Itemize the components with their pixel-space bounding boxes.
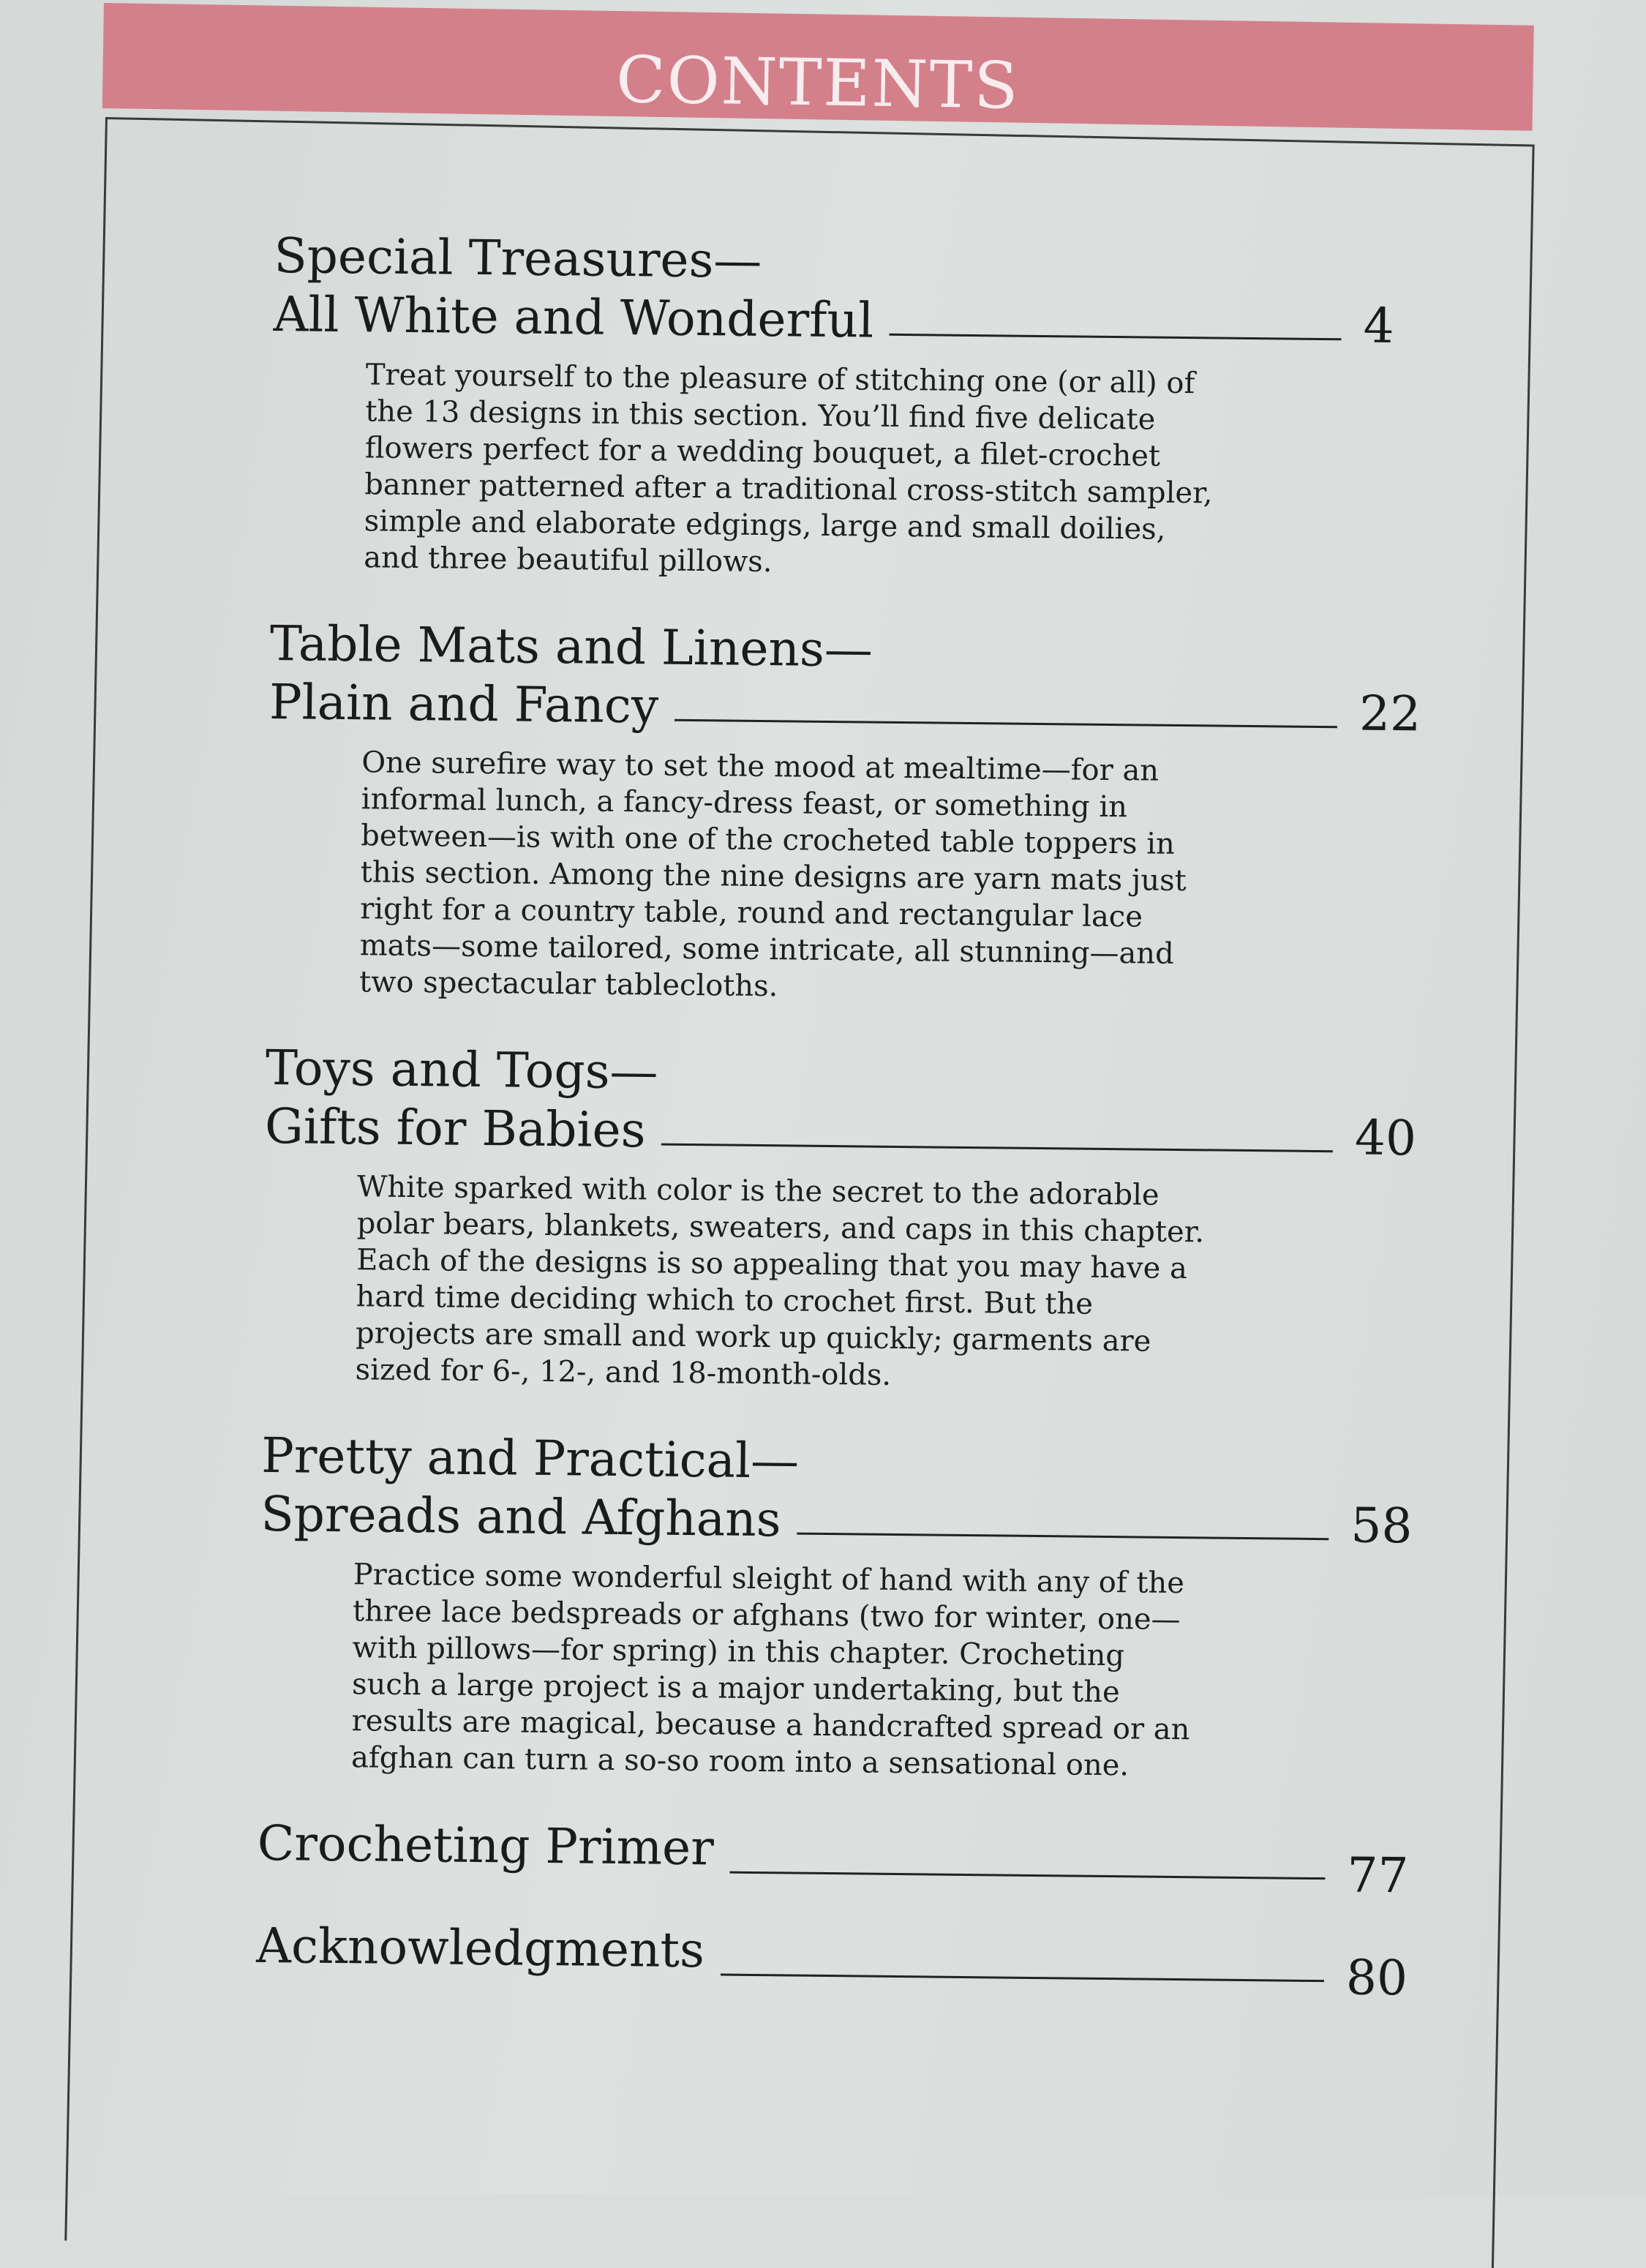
entry-title-row — [255, 1917, 1427, 2007]
entry-title-row — [273, 285, 1444, 356]
contents-entry-acknowledgments[interactable] — [255, 1917, 1427, 2007]
contents-entry-pretty-and-practical[interactable] — [258, 1427, 1432, 1787]
entry-title-line2: Spreads and Afghans — [260, 1485, 781, 1548]
contents-entry-table-mats[interactable] — [266, 615, 1440, 1012]
entry-title: Crocheting Primer — [257, 1814, 715, 1877]
entry-title-row — [265, 1097, 1436, 1168]
leader-line — [721, 1973, 1324, 1983]
entry-description: One surefire way to set the mood at mealtime—for an informal lunch, a fancy-dress feast, or something in between—is with one of the crocheted table toppers in this section. Among the nine designs are yarn mats just right for a country table, round and rectangular lace mats—some tailored, some intricate, all stunning—and two spectacular tablecloths. — [358, 746, 1187, 1004]
entry-description: Treat yourself to the pleasure of stitching one (or all) of the 13 designs in this section. You’ll find five delicate flowers perfect for a wedding bouquet, a filet-crochet banner patterned after a traditional cross-stitch sampler, simple and elaborate edgings, large and small doilies, and three beautiful pillows. — [364, 358, 1213, 579]
entry-title-line2: Plain and Fancy — [268, 673, 659, 735]
page-number: 22 — [1358, 685, 1421, 743]
page-number: 77 — [1347, 1847, 1409, 1904]
contents-entry-crocheting-primer[interactable] — [257, 1814, 1428, 1904]
contents-list — [255, 227, 1445, 2027]
leader-line — [729, 1871, 1325, 1880]
contents-banner — [102, 3, 1534, 131]
entry-description: Practice some wonderful sleight of hand with any of the three lace bedspreads or afghans (two for winter, one—with pillows—for spring) in this chapter. Crocheting such a large project is a major undertaking, but the results are magical, because a handcrafted spread or an afghan can turn a so-so room into a sensational one. — [350, 1558, 1190, 1783]
entry-title: Acknowledgments — [255, 1917, 705, 1979]
contents-entry-special-treasures[interactable] — [271, 227, 1445, 587]
leader-line — [890, 333, 1342, 340]
entry-title-row — [260, 1485, 1432, 1556]
entry-title-row — [257, 1814, 1428, 1904]
page-number: 80 — [1345, 1949, 1408, 2007]
leader-line — [661, 1143, 1333, 1153]
leader-line — [797, 1532, 1329, 1541]
entry-title-line1: Special Treasures— — [274, 227, 762, 289]
page-number: 58 — [1350, 1497, 1413, 1555]
entry-title-line1: Pretty and Practical— — [261, 1427, 800, 1490]
page-number: 40 — [1354, 1109, 1417, 1167]
entry-title-line1: Table Mats and Linens— — [269, 615, 873, 678]
entry-title-row — [269, 673, 1440, 744]
entry-description: White sparked with color is the secret to the adorable polar bears, blankets, sweaters, and caps in this chapter. Each of the designs is so appealing that you may have a hard time deciding which to crochet first. But the projects are small and work up quickly; garments are sized for 6-, 12-, and 18-month-olds. — [355, 1170, 1205, 1392]
leader-line — [674, 718, 1337, 728]
contents-entry-toys-and-togs[interactable] — [262, 1039, 1436, 1400]
entry-title-line2: Gifts for Babies — [264, 1097, 646, 1159]
page-title: CONTENTS — [615, 42, 1021, 124]
entry-title-line2: All White and Wonderful — [273, 285, 874, 349]
entry-title-line1: Toys and Togs— — [265, 1039, 658, 1100]
page-number: 4 — [1363, 297, 1395, 355]
